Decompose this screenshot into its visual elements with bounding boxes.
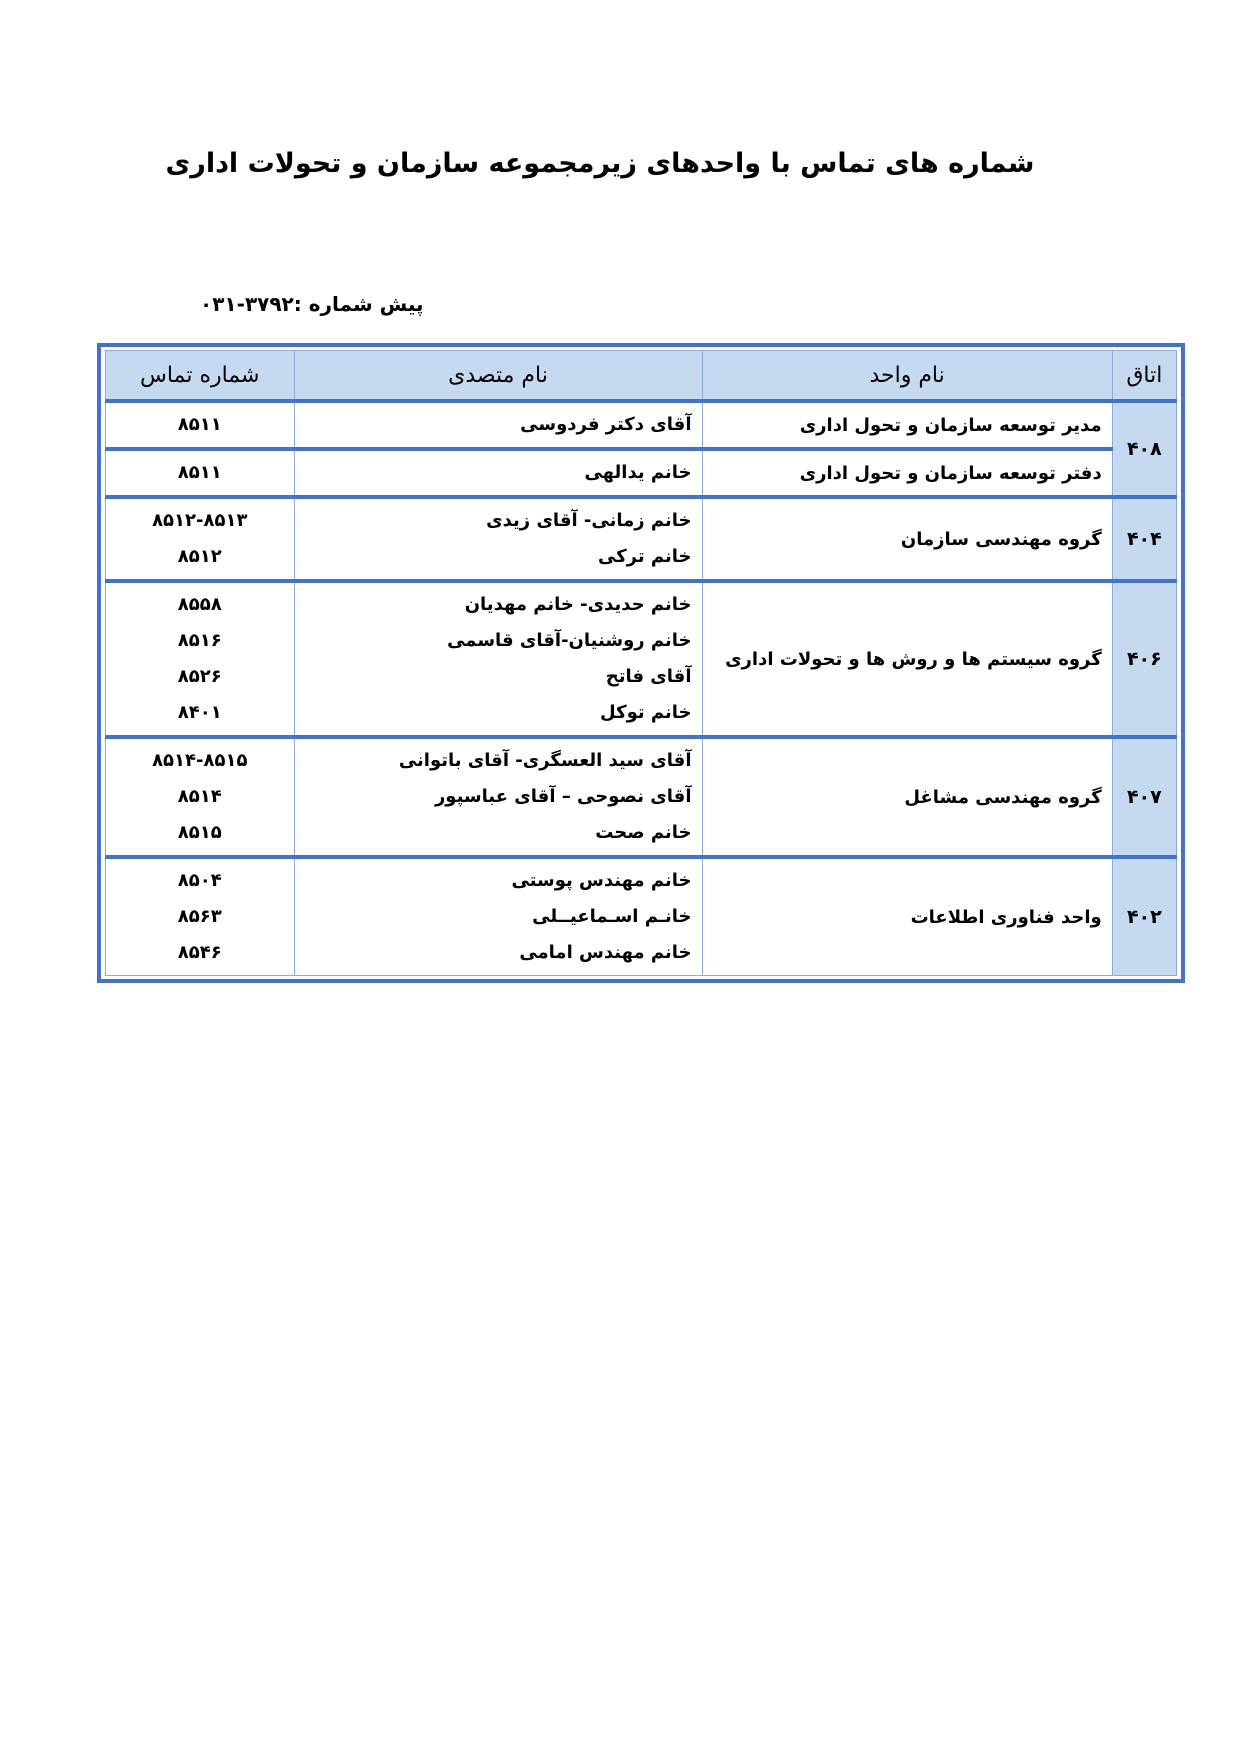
phone-number: ۸۴۰۱ — [177, 702, 222, 723]
person-names — [294, 449, 702, 497]
phone-number: ۸۵۱۴-۸۵۱۵ — [152, 750, 248, 771]
unit-name: گروه مهندسی سازمان — [702, 497, 1112, 581]
person-name: خانـم اسـماعیــلی — [532, 906, 692, 927]
person-name: خانم مهندس پوستی — [511, 870, 692, 891]
phone-numbers — [106, 737, 295, 857]
unit-name: مدیر توسعه سازمان و تحول اداری — [702, 401, 1112, 449]
phone-number: ۸۵۲۶ — [177, 666, 222, 687]
phone-number: ۸۵۱۵ — [177, 822, 222, 843]
person-names — [294, 737, 702, 857]
room-number: ۴۰۶ — [1112, 581, 1176, 737]
person-names — [294, 857, 702, 976]
unit-name: گروه سیستم ها و روش ها و تحولات اداری — [702, 581, 1112, 737]
room-number: ۴۰۸ — [1112, 401, 1176, 497]
person-name: خانم روشنیان-آقای قاسمی — [447, 630, 692, 651]
phone-numbers — [106, 497, 295, 581]
person-name: آقای دکتر فردوسی — [520, 414, 692, 435]
header-room: اتاق — [1112, 351, 1176, 402]
phone-number: ۸۵۰۴ — [177, 870, 222, 891]
phone-number: ۸۵۱۲ — [177, 546, 222, 567]
person-name: آقای نصوحی – آقای عباسپور — [434, 786, 692, 807]
table-row — [106, 497, 1177, 581]
table-row — [106, 581, 1177, 737]
header-phone: شماره تماس — [106, 351, 295, 402]
person-names — [294, 497, 702, 581]
unit-name: گروه مهندسی مشاغل — [702, 737, 1112, 857]
person-name: خانم یدالهی — [584, 462, 692, 483]
header-person: نام متصدی — [294, 351, 702, 402]
phone-numbers — [106, 449, 295, 497]
person-name: خانم زمانی- آقای زیدی — [486, 510, 692, 531]
table-header-row — [106, 351, 1177, 402]
person-name: خانم صحت — [595, 822, 692, 843]
table-row — [106, 401, 1177, 449]
phone-numbers — [106, 857, 295, 976]
phone-number: ۸۵۱۱ — [177, 414, 222, 435]
person-name: خانم ترکی — [597, 546, 692, 567]
phone-number: ۸۵۱۱ — [177, 462, 222, 483]
person-name: آقای سید العسگری- آقای باتوانی — [398, 750, 692, 771]
person-name: خانم حدیدی- خانم مهدیان — [464, 594, 692, 615]
unit-name: واحد فناوری اطلاعات — [702, 857, 1112, 976]
phone-numbers — [106, 401, 295, 449]
person-name: آقای فاتح — [605, 666, 692, 687]
phone-number: ۸۵۴۶ — [177, 942, 222, 963]
phone-number: ۸۵۱۲-۸۵۱۳ — [152, 510, 248, 531]
room-number: ۴۰۲ — [1112, 857, 1176, 976]
phone-number: ۸۵۶۳ — [177, 906, 222, 927]
page-title: شماره های تماس با واحدهای زیرمجموعه سازمان و تحولات اداری — [165, 148, 1035, 179]
table-row — [106, 449, 1177, 497]
header-unit: نام واحد — [702, 351, 1112, 402]
unit-name: دفتر توسعه سازمان و تحول اداری — [702, 449, 1112, 497]
table-row — [106, 737, 1177, 857]
phone-numbers — [106, 581, 295, 737]
person-names — [294, 581, 702, 737]
table-row — [106, 857, 1177, 976]
room-number: ۴۰۷ — [1112, 737, 1176, 857]
table-body — [106, 401, 1177, 976]
person-name: خانم توکل — [600, 702, 692, 723]
person-name: خانم مهندس امامی — [519, 942, 692, 963]
room-number: ۴۰۴ — [1112, 497, 1176, 581]
person-names — [294, 401, 702, 449]
phone-number: ۸۵۵۸ — [177, 594, 222, 615]
contacts-table-frame — [97, 343, 1185, 983]
phone-number: ۸۵۱۴ — [177, 786, 222, 807]
phone-number: ۸۵۱۶ — [177, 630, 222, 651]
contacts-table — [105, 350, 1177, 976]
phone-prefix: پیش شماره :۳۷۹۲-۰۳۱ — [200, 292, 424, 316]
